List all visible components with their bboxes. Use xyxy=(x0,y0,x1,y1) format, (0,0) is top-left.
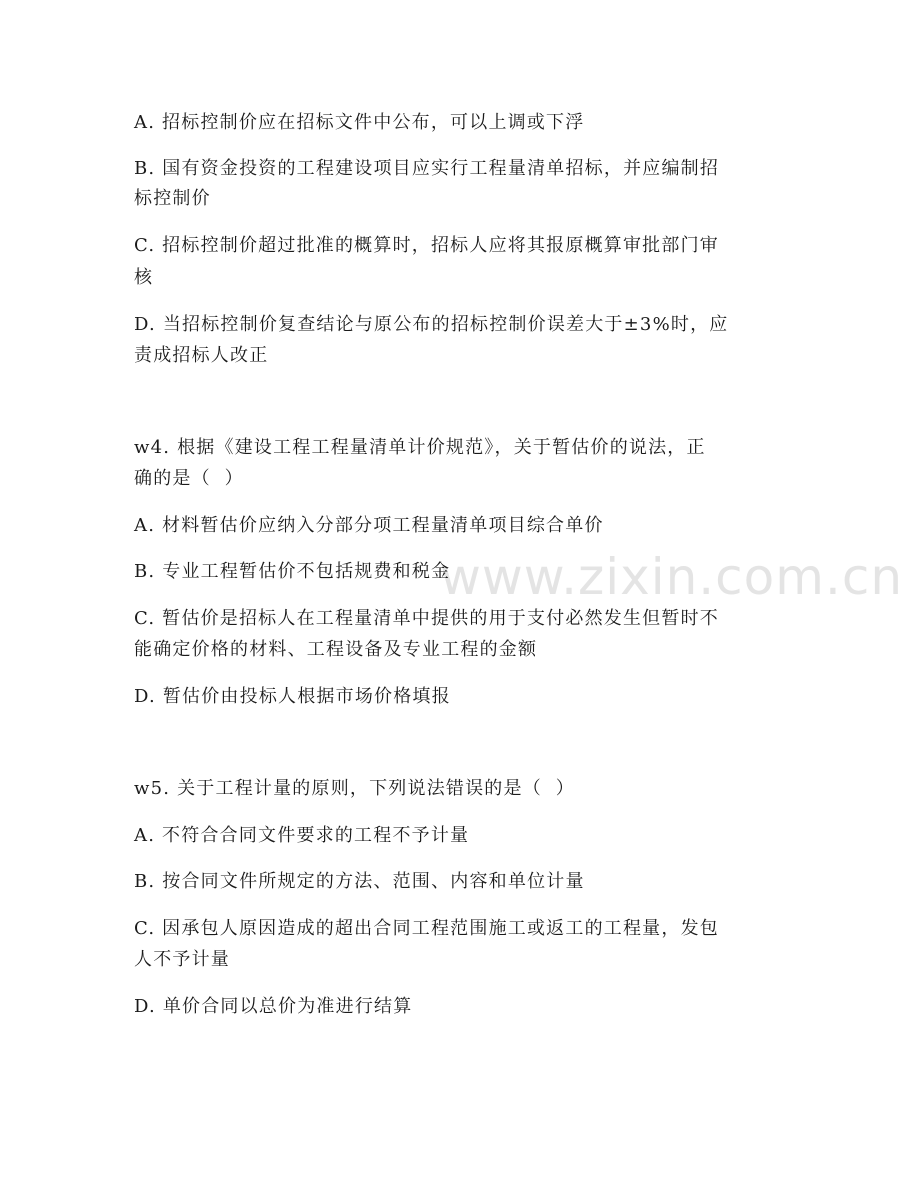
option-a-q4: A. 材料暂估价应纳入分部分项工程量清单项目综合单价 xyxy=(134,515,604,536)
option-a-q3: A. 招标控制价应在招标文件中公布，可以上调或下浮 xyxy=(134,112,585,133)
option-b-q4: B. 专业工程暂估价不包括规费和税金 xyxy=(134,561,451,582)
option-a-q5: A. 不符合合同文件要求的工程不予计量 xyxy=(134,825,470,846)
option-b-q3-line1: B. 国有资金投资的工程建设项目应实行工程量清单招标，并应编制招 xyxy=(134,158,720,179)
question-5-stem: w5. 关于工程计量的原则，下列说法错误的是（ ） xyxy=(134,778,575,799)
option-d-q5: D. 单价合同以总价为准进行结算 xyxy=(134,996,413,1017)
option-c-q3-line2: 核 xyxy=(134,267,154,288)
question-4-stem-line1: w4. 根据《建设工程工程量清单计价规范》，关于暂估价的说法，正 xyxy=(134,437,706,458)
option-d-q3-line2: 责成招标人改正 xyxy=(134,345,269,366)
option-c-q5-line2: 人不予计量 xyxy=(134,949,230,970)
option-d-q3-line1: D. 当招标控制价复查结论与原公布的招标控制价误差大于±3%时，应 xyxy=(134,314,729,335)
option-c-q4-line2: 能确定价格的材料、工程设备及专业工程的金额 xyxy=(134,639,538,660)
option-b-q3-line2: 标控制价 xyxy=(134,188,211,209)
option-c-q5-line1: C. 因承包人原因造成的超出合同工程范围施工或返工的工程量，发包 xyxy=(134,918,719,939)
option-b-q5: B. 按合同文件所规定的方法、范围、内容和单位计量 xyxy=(134,871,585,892)
option-c-q3-line1: C. 招标控制价超过批准的概算时，招标人应将其报原概算审批部门审 xyxy=(134,235,719,256)
question-4-stem-line2: 确的是（ ） xyxy=(134,468,244,489)
option-c-q4-line1: C. 暂估价是招标人在工程量清单中提供的用于支付必然发生但暂时不 xyxy=(134,608,719,629)
option-d-q4: D. 暂估价由投标人根据市场价格填报 xyxy=(134,686,451,707)
watermark: www.zixin.com.cn xyxy=(440,548,904,606)
